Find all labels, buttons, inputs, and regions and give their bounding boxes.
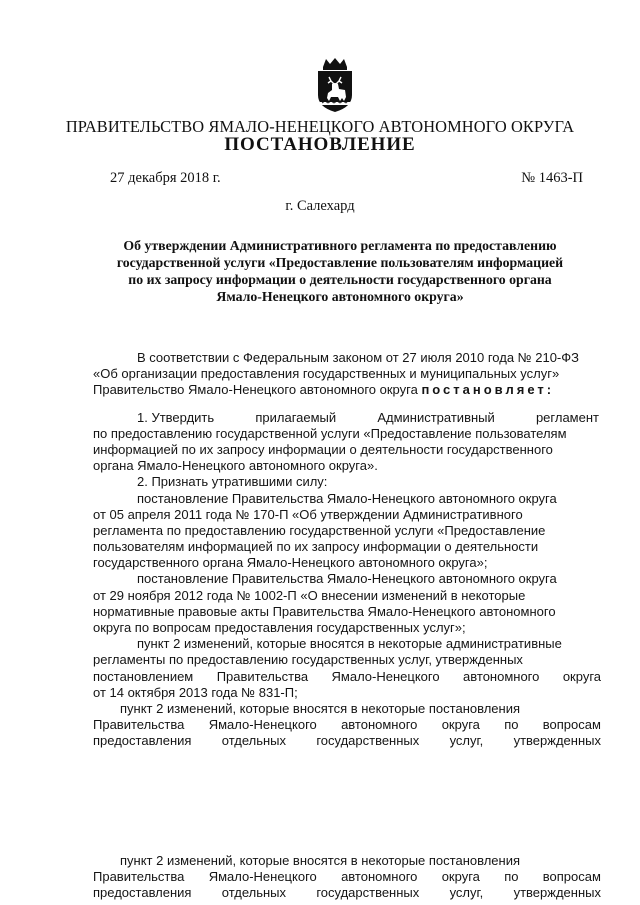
word: услуг, bbox=[449, 884, 484, 900]
word: утвержденных bbox=[513, 884, 601, 900]
title-line: по их запросу информации о деятельности государственного органа bbox=[128, 272, 552, 287]
word: по bbox=[504, 868, 519, 884]
item2-sub3-line bbox=[93, 669, 601, 685]
item2-sub4-line bbox=[93, 717, 601, 733]
item2-sub1-line: регламента по предоставлению государственной услуги «Предоставление bbox=[93, 522, 546, 538]
word: Правительства bbox=[216, 668, 309, 684]
word: предоставления bbox=[93, 884, 192, 900]
word: Правительства bbox=[93, 717, 185, 733]
word: государственных bbox=[316, 884, 420, 900]
document-title bbox=[100, 237, 580, 305]
item2-sub4-line: пункт 2 изменений, которые вносятся в некоторые постановления bbox=[120, 700, 521, 716]
word: округа bbox=[441, 717, 480, 733]
item2-sub3-line: регламенты по предоставлению государственных услуг, утвержденных bbox=[93, 652, 523, 668]
word: автономного bbox=[341, 868, 418, 884]
item2-sub1-line: пользователям информацией по их запросу информации о деятельности bbox=[93, 539, 539, 555]
word: 1. Утвердить bbox=[137, 409, 215, 425]
item2-sub1-line: государственного органа Ямало-Ненецкого автономного округа»; bbox=[93, 555, 488, 571]
word: утвержденных bbox=[513, 733, 601, 749]
word: по bbox=[504, 717, 519, 733]
item1-line: органа Ямало-Ненецкого автономного округа». bbox=[93, 458, 378, 474]
government-name: ПРАВИТЕЛЬСТВО ЯМАЛО-НЕНЕЦКОГО АВТОНОМНОГО ОКРУГА bbox=[65, 117, 575, 136]
preamble-text: Правительство Ямало-Ненецкого автономного округа bbox=[93, 382, 418, 398]
title-line: Ямало-Ненецкого автономного округа» bbox=[216, 289, 464, 304]
preamble-line: «Об организации предоставления государственных и муниципальных услуг» bbox=[93, 366, 560, 382]
word: округа bbox=[562, 668, 601, 684]
coat-of-arms-icon bbox=[315, 57, 355, 115]
item1-line: по предоставлению государственной услуги «Предоставление пользователям bbox=[93, 425, 567, 441]
word: отдельных bbox=[221, 884, 287, 900]
preamble-line: В соответствии с Федеральным законом от 27 июля 2010 года № 210-ФЗ bbox=[137, 350, 579, 365]
preamble-decision: постановляет: bbox=[421, 382, 555, 398]
item2-sub3-line: пункт 2 изменений, которые вносятся в некоторые административные bbox=[137, 636, 562, 652]
item2-sub5-line bbox=[93, 885, 601, 901]
word: Административный bbox=[377, 409, 495, 425]
word: вопросам bbox=[542, 868, 601, 884]
word: округа bbox=[441, 868, 480, 884]
word: услуг, bbox=[449, 733, 484, 749]
word: Ямало-Ненецкого bbox=[208, 717, 317, 733]
title-line: государственной услуги «Предоставление пользователям информацией bbox=[116, 255, 564, 270]
item2-sub3-line: от 14 октября 2013 года № 831-П; bbox=[93, 684, 298, 700]
item1-line bbox=[93, 410, 601, 426]
word: вопросам bbox=[542, 717, 601, 733]
word: государственных bbox=[316, 733, 420, 749]
document-type: ПОСТАНОВЛЕНИЕ bbox=[224, 134, 416, 155]
title-line: Об утверждении Административного регламента по предоставлению bbox=[123, 238, 557, 253]
preamble-line bbox=[93, 382, 601, 398]
word: прилагаемый bbox=[255, 409, 337, 425]
item2-sub2-line: округа по вопросам предоставления государственных услуг»; bbox=[93, 620, 466, 635]
document-body bbox=[93, 350, 601, 901]
item1-line: информацией по их запросу информации о деятельности государственного bbox=[93, 441, 553, 457]
item2-sub2-line: постановление Правительства Ямало-Ненецкого автономного округа bbox=[137, 571, 557, 587]
word: регламент bbox=[535, 409, 599, 425]
item2-sub5-line: пункт 2 изменений, которые вносятся в некоторые постановления bbox=[120, 852, 521, 868]
word: отдельных bbox=[221, 733, 287, 749]
word: Правительства bbox=[93, 868, 185, 884]
word: предоставления bbox=[93, 733, 192, 749]
item2-sub2-line: нормативные правовые акты Правительства Ямало-Ненецкого автономного bbox=[93, 603, 556, 619]
document-city: г. Салехард bbox=[285, 198, 355, 214]
word: постановлением bbox=[93, 668, 194, 684]
item2-sub2-line: от 29 ноября 2012 года № 1002-П «О внесении изменений в некоторые bbox=[93, 587, 526, 603]
item2-sub4-line bbox=[93, 733, 601, 749]
word: Ямало-Ненецкого bbox=[331, 668, 440, 684]
word: автономного bbox=[341, 717, 418, 733]
item2-sub1-line: от 05 апреля 2011 года № 170-П «Об утверждении Административного bbox=[93, 506, 523, 522]
item2-sub5-line bbox=[93, 869, 601, 885]
word: автономного bbox=[463, 668, 540, 684]
document-number: № 1463-П bbox=[521, 170, 583, 186]
item2-sub1-line: постановление Правительства Ямало-Ненецкого автономного округа bbox=[137, 490, 557, 506]
word: Ямало-Ненецкого bbox=[208, 868, 317, 884]
item2-label: 2. Признать утратившими силу: bbox=[137, 474, 328, 490]
document-date: 27 декабря 2018 г. bbox=[110, 170, 221, 186]
